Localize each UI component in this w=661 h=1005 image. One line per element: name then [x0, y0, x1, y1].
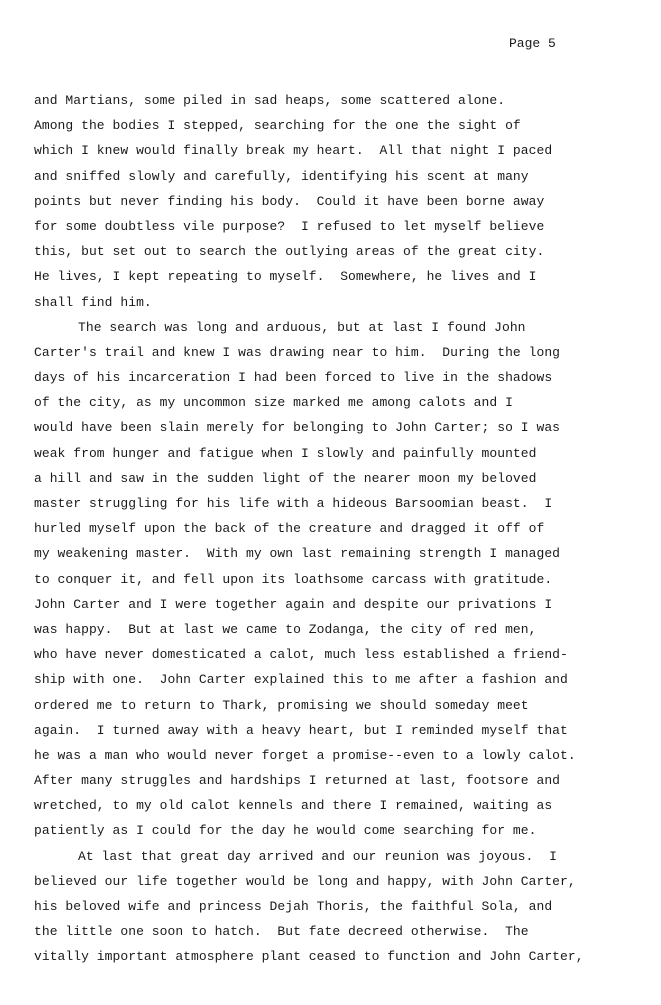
text-line: John Carter and I were together again and despite our privations I — [34, 596, 553, 612]
text-line: hurled myself upon the back of the creature and dragged it off of — [34, 521, 545, 537]
text-line: who have never domesticated a calot, much less established a friend- — [34, 647, 568, 663]
text-line: vitally important atmosphere plant ceased to function and John Carter, — [34, 949, 584, 965]
text-line: Carter's trail and knew I was drawing near to him. During the long — [34, 344, 561, 360]
text-line: which I knew would finally break my heart. All that night I paced — [34, 143, 553, 159]
page-number: Page 5 — [509, 36, 556, 51]
text-line: his beloved wife and princess Dejah Thoris, the faithful Sola, and — [34, 899, 553, 914]
text-line: ship with one. John Carter explained this to me after a fashion and — [34, 672, 568, 688]
text-line: believed our life together would be long and happy, with John Carter, — [34, 873, 576, 889]
text-line: shall find him. — [34, 294, 152, 310]
paragraph-first-line: At last that great day arrived and our reunion was joyous. I — [78, 848, 557, 864]
text-line: he was a man who would never forget a promise--even to a lowly calot. — [34, 747, 576, 763]
text-line: this, but set out to search the outlying areas of the great city. — [34, 244, 545, 260]
text-line: for some doubtless vile purpose? I refused to let myself believe — [34, 218, 545, 234]
text-line: patiently as I could for the day he would come searching for me. — [34, 823, 537, 839]
text-line: the little one soon to hatch. But fate decreed otherwise. The — [34, 924, 529, 940]
text-line: to conquer it, and fell upon its loathsome carcass with gratitude. — [34, 571, 553, 587]
text-line: points but never finding his body. Could it have been borne away — [34, 193, 545, 209]
paragraph-first-line: The search was long and arduous, but at last I found John — [78, 319, 526, 335]
text-line: master struggling for his life with a hideous Barsoomian beast. I — [34, 496, 553, 511]
text-line: and Martians, some piled in sad heaps, some scattered alone. — [34, 93, 506, 108]
text-line: Among the bodies I stepped, searching for the one the sight of — [34, 118, 521, 134]
text-line: weak from hunger and fatigue when I slowly and painfully mounted — [34, 445, 537, 461]
text-line: days of his incarceration I had been forced to live in the shadows — [34, 370, 553, 386]
text-line: was happy. But at last we came to Zodanga, the city of red men, — [34, 621, 537, 637]
text-line: After many struggles and hardships I returned at last, footsore and — [34, 773, 561, 789]
text-line: of the city, as my uncommon size marked me among calots and I — [34, 395, 513, 411]
text-line: again. I turned away with a heavy heart, but I reminded myself that — [34, 722, 568, 738]
text-line: He lives, I kept repeating to myself. Somewhere, he lives and I — [34, 269, 537, 285]
body-text — [34, 88, 654, 970]
text-line: ordered me to return to Thark, promising we should someday meet — [34, 697, 529, 713]
text-line: my weakening master. With my own last remaining strength I managed — [34, 546, 561, 562]
text-line: would have been slain merely for belonging to John Carter; so I was — [34, 420, 561, 436]
text-line: a hill and saw in the sudden light of the nearer moon my beloved — [34, 470, 537, 486]
text-line: wretched, to my old calot kennels and there I remained, waiting as — [34, 798, 553, 814]
text-line: and sniffed slowly and carefully, identifying his scent at many — [34, 168, 529, 184]
